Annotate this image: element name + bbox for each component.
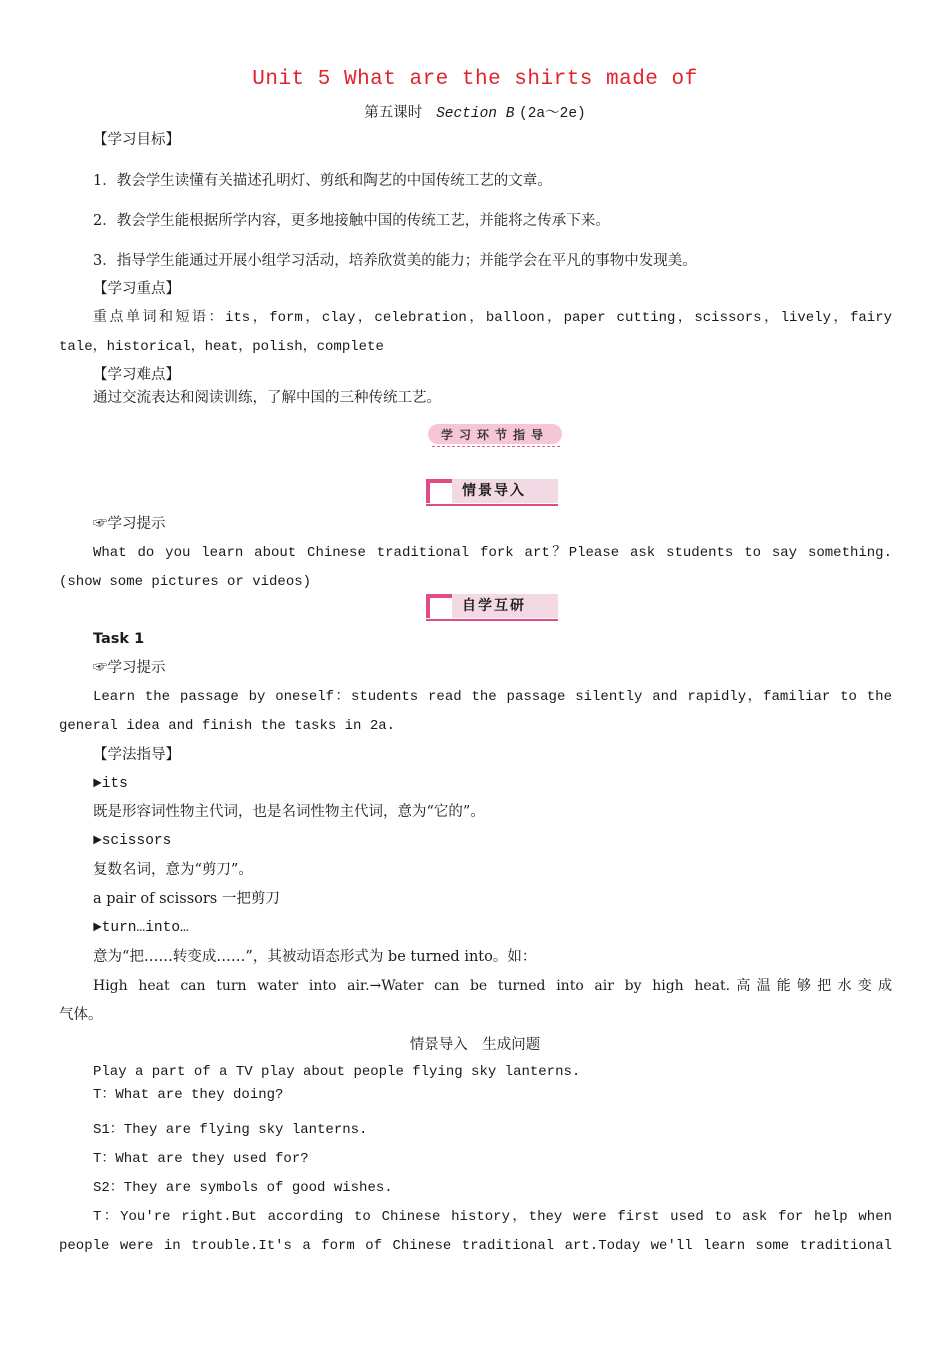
key-points-heading: 【学习重点】 — [93, 281, 180, 297]
section-label: Section B — [436, 106, 515, 122]
lesson-label: 第五课时 — [364, 105, 423, 121]
scene-line: T：What are they doing? — [93, 1087, 284, 1103]
section-header-self-study: 自学互研 — [426, 594, 558, 622]
vocab-example-turn-into: 气体。 — [59, 1007, 103, 1023]
intro-tip: ☞学习提示 — [93, 516, 166, 532]
scene-heading: 情景导入 生成问题 — [409, 1037, 541, 1053]
scene-line: T：What are they used for? — [93, 1151, 309, 1167]
vocab-text-scissors: 复数名词，意为“剪刀”。 — [93, 862, 253, 878]
vocab-head-turn-into: ►turn…into… — [93, 920, 189, 936]
vocab-text-turn-into: 意为“把……转变成……”，其被动语态形式为 be turned into。如： — [93, 949, 537, 965]
vocab-example-turn-into: High heat can turn water into air.→Water can be turned into air by high heat.高温能够把水变成 — [93, 978, 892, 994]
task-label: Task 1 — [93, 631, 145, 647]
vocab-head-its: ►its — [93, 776, 128, 792]
page-title: Unit 5 What are the shirts made of — [252, 68, 698, 91]
vocab-head-scissors: ►scissors — [93, 833, 172, 849]
self-study-line: general idea and finish the tasks in 2a. — [59, 718, 396, 734]
scene-line: S2：They are symbols of good wishes. — [93, 1180, 393, 1196]
key-points-line: tale，historical，heat，polish，complete — [59, 339, 384, 355]
guide-badge: 学习环节指导 — [428, 424, 562, 448]
intro-line: What do you learn about Chinese traditional fork art？Please ask students to say something. — [93, 545, 892, 561]
vocab-example-scissors: a pair of scissors 一把剪刀 — [93, 891, 280, 907]
self-study-tip: ☞学习提示 — [93, 660, 166, 676]
scene-line: S1：They are flying sky lanterns. — [93, 1122, 368, 1138]
objective-item: 2．教会学生能根据所学内容，更多地接触中国的传统工艺，并能将之传承下来。 — [93, 213, 610, 229]
method-heading: 【学法指导】 — [93, 747, 180, 763]
scene-line: Play a part of a TV play about people flying sky lanterns. — [93, 1064, 581, 1080]
objective-item: 3．指导学生能通过开展小组学习活动，培养欣赏美的能力；并能学会在平凡的事物中发现美。 — [93, 253, 697, 269]
key-points-line: 重点单词和短语：its，form，clay，celebration，balloon，paper cutting，scissors，lively，fairy — [93, 310, 892, 326]
section-range: (2a～2e) — [519, 106, 586, 122]
section-header-intro: 情景导入 — [426, 479, 558, 507]
difficulties-text: 通过交流表达和阅读训练，了解中国的三种传统工艺。 — [93, 390, 441, 406]
objective-item: 1．教会学生读懂有关描述孔明灯、剪纸和陶艺的中国传统工艺的文章。 — [93, 173, 552, 189]
page-subtitle — [0, 101, 950, 122]
self-study-line: Learn the passage by oneself：students read the passage silently and rapidly，familiar to the — [93, 689, 892, 705]
vocab-text-its: 既是形容词性物主代词，也是名词性物主代词，意为“它的”。 — [93, 804, 485, 820]
objectives-heading: 【学习目标】 — [93, 132, 180, 148]
scene-line: T：You're right.But according to Chinese history，they were first used to ask for help when — [93, 1209, 892, 1225]
scene-line: people were in trouble.It's a form of Chinese traditional art.Today we'll learn some traditional — [59, 1238, 892, 1254]
difficulties-heading: 【学习难点】 — [93, 367, 180, 383]
intro-line: (show some pictures or videos) — [59, 574, 312, 590]
